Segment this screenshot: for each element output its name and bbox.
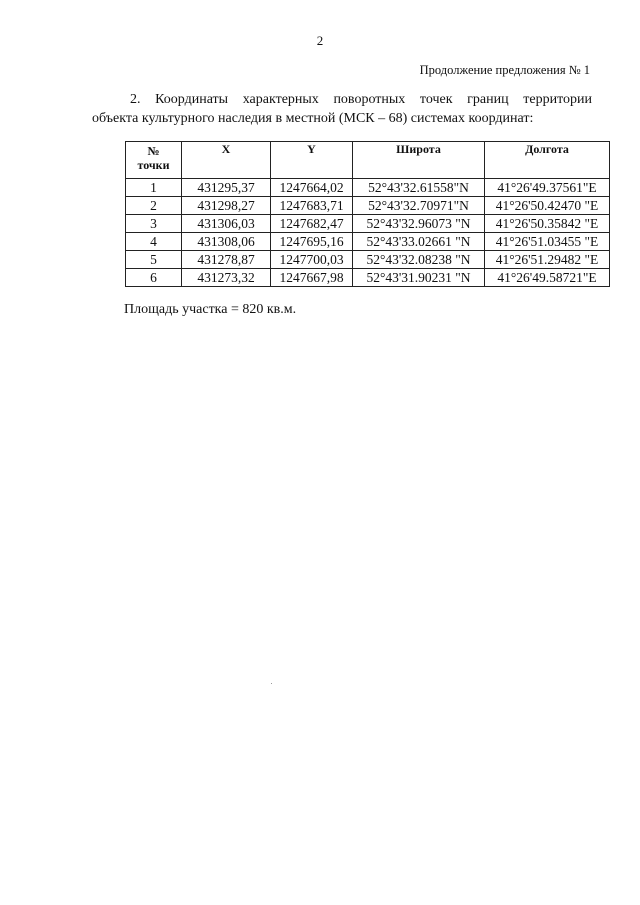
section-heading	[92, 90, 592, 128]
table-row	[126, 233, 610, 251]
cell-latitude: 52°43'31.90231 "N	[353, 269, 485, 287]
cell-y: 1247695,16	[271, 233, 353, 251]
cell-x: 431308,06	[182, 233, 271, 251]
cell-longitude: 41°26'50.42470 "E	[485, 197, 610, 215]
cell-latitude: 52°43'32.08238 "N	[353, 251, 485, 269]
cell-y: 1247682,47	[271, 215, 353, 233]
cell-x: 431273,32	[182, 269, 271, 287]
cell-point-number: 6	[126, 269, 182, 287]
scan-speck	[271, 683, 272, 684]
cell-latitude: 52°43'33.02661 "N	[353, 233, 485, 251]
cell-point-number: 1	[126, 179, 182, 197]
cell-point-number: 5	[126, 251, 182, 269]
header-y: Y	[271, 142, 353, 179]
header-point-number	[126, 142, 182, 179]
table-row	[126, 215, 610, 233]
table-row	[126, 269, 610, 287]
section-heading-line-2: объекта культурного наследия в местной (МСК – 68) системах координат:	[92, 111, 534, 126]
cell-longitude: 41°26'51.29482 "E	[485, 251, 610, 269]
cell-y: 1247664,02	[271, 179, 353, 197]
cell-longitude: 41°26'50.35842 "E	[485, 215, 610, 233]
cell-point-number: 2	[126, 197, 182, 215]
cell-x: 431298,27	[182, 197, 271, 215]
cell-latitude: 52°43'32.61558"N	[353, 179, 485, 197]
cell-latitude: 52°43'32.96073 "N	[353, 215, 485, 233]
table-header-row	[126, 142, 610, 179]
cell-y: 1247700,03	[271, 251, 353, 269]
header-point-number-line-1: №	[147, 144, 160, 158]
cell-longitude: 41°26'49.37561"E	[485, 179, 610, 197]
cell-longitude: 41°26'49.58721"E	[485, 269, 610, 287]
cell-x: 431278,87	[182, 251, 271, 269]
cell-x: 431295,37	[182, 179, 271, 197]
cell-y: 1247683,71	[271, 197, 353, 215]
cell-y: 1247667,98	[271, 269, 353, 287]
section-heading-line-1: 2. Координаты характерных поворотных точек границ территории	[130, 92, 592, 107]
coordinates-table	[125, 141, 610, 287]
table-row	[126, 197, 610, 215]
cell-x: 431306,03	[182, 215, 271, 233]
header-latitude: Широта	[353, 142, 485, 179]
header-x: X	[182, 142, 271, 179]
continuation-note: Продолжение предложения № 1	[419, 63, 590, 77]
table-row	[126, 251, 610, 269]
cell-point-number: 4	[126, 233, 182, 251]
header-longitude: Долгота	[485, 142, 610, 179]
coordinates-table-body	[126, 179, 610, 287]
cell-longitude: 41°26'51.03455 "E	[485, 233, 610, 251]
cell-point-number: 3	[126, 215, 182, 233]
area-statement: Площадь участка = 820 кв.м.	[124, 302, 297, 317]
header-point-number-line-2: точки	[137, 158, 170, 172]
page-number: 2	[316, 33, 324, 48]
table-row	[126, 179, 610, 197]
cell-latitude: 52°43'32.70971"N	[353, 197, 485, 215]
coordinates-table-header	[126, 142, 610, 179]
